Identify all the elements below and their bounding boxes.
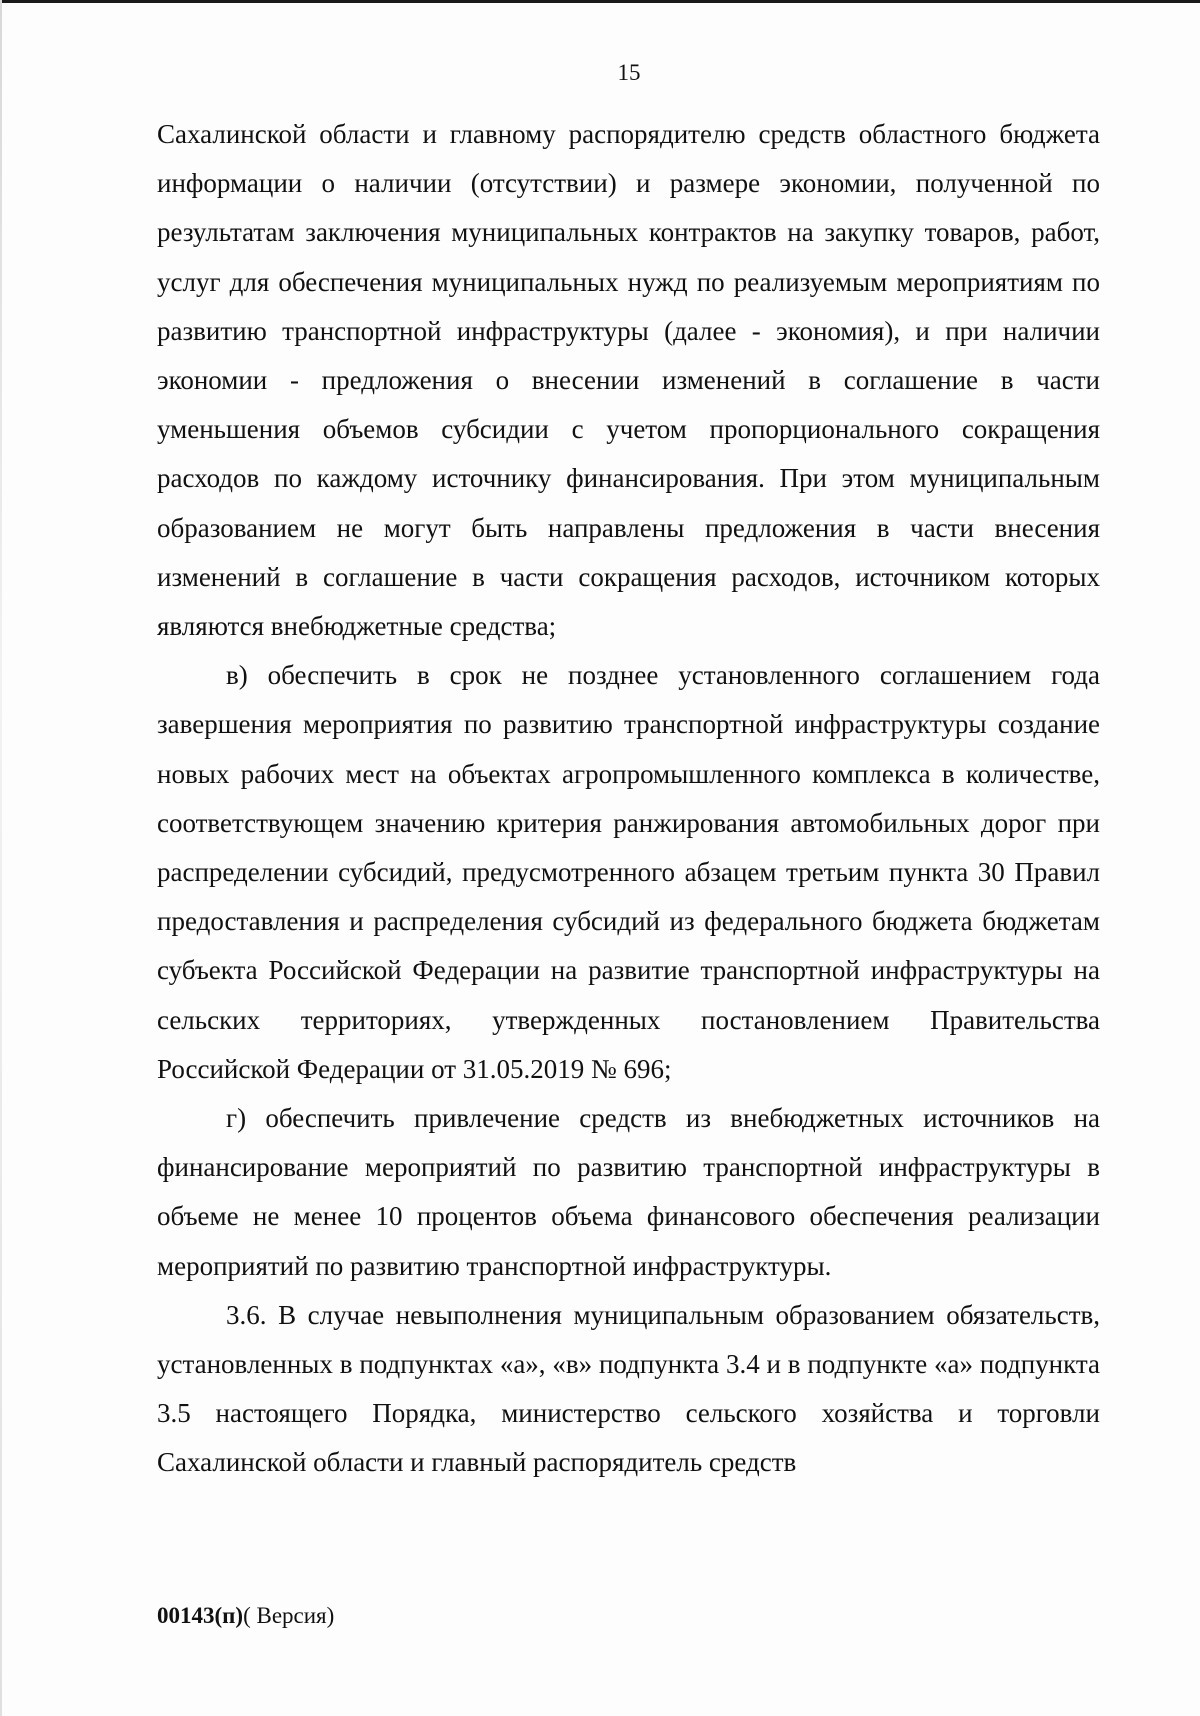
- paragraph-item-g: г) обеспечить привлечение средств из внебюджетных источников на финансирование мероприятий по развитию транспортной инфраструктуры в объеме не менее 10 процентов объема финансового обеспечения реализации мероприятий по развитию транспортной инфраструктуры.: [157, 1103, 1100, 1281]
- scan-top-edge: [0, 0, 1200, 3]
- paragraph-item-v: в) обеспечить в срок не позднее установленного соглашением года завершения мероприятия по развитию транспортной инфраструктуры создание новых рабочих мест на объектах агропромышленного комплекса в количестве, соответствующем значению критерия ранжирования автомобильных дорог при распределении субсидий, предусмотренного абзацем третьим пункта 30 Правил предоставления и распределения субсидий из федерального бюджета бюджетам субъекта Российской Федерации на развитие транспортной инфраструктуры на сельских территориях, утвержденных постановлением Правительства Российской Федерации от 31.05.2019 № 696;: [157, 660, 1100, 1084]
- document-code: 00143(п): [157, 1603, 244, 1628]
- document-footer: [157, 1603, 334, 1629]
- paragraph-clause-3-6: 3.6. В случае невыполнения муниципальным образованием обязательств, установленных в подпунктах «а», «в» подпункта 3.4 и в подпункте «а» подпункта 3.5 настоящего Порядка, министерство сельского хозяйства и торговли Сахалинской области и главный распорядитель средств: [157, 1299, 1100, 1478]
- paragraph-continuation: Сахалинской области и главному распорядителю средств областного бюджета информации о наличии (отсутствии) и размере экономии, полученной по результатам заключения муниципальных контрактов на закупку товаров, работ, услуг для обеспечения муниципальных нужд по реализуемым мероприятиям по развитию транспортной инфраструктуры (далее - экономия), и при наличии экономии - предложения о внесении изменений в соглашение в части уменьшения объемов субсидии с учетом пропорционального сокращения расходов по каждому источнику финансирования. При этом муниципальным образованием не могут быть направлены предложения в части внесения изменений в соглашение в части сокращения расходов, источником которых являются внебюджетные средства;: [157, 119, 1100, 642]
- page-number: 15: [617, 60, 641, 85]
- document-version: ( Версия): [243, 1603, 335, 1628]
- scan-left-edge: [0, 0, 2, 1716]
- document-body: [157, 110, 1100, 1488]
